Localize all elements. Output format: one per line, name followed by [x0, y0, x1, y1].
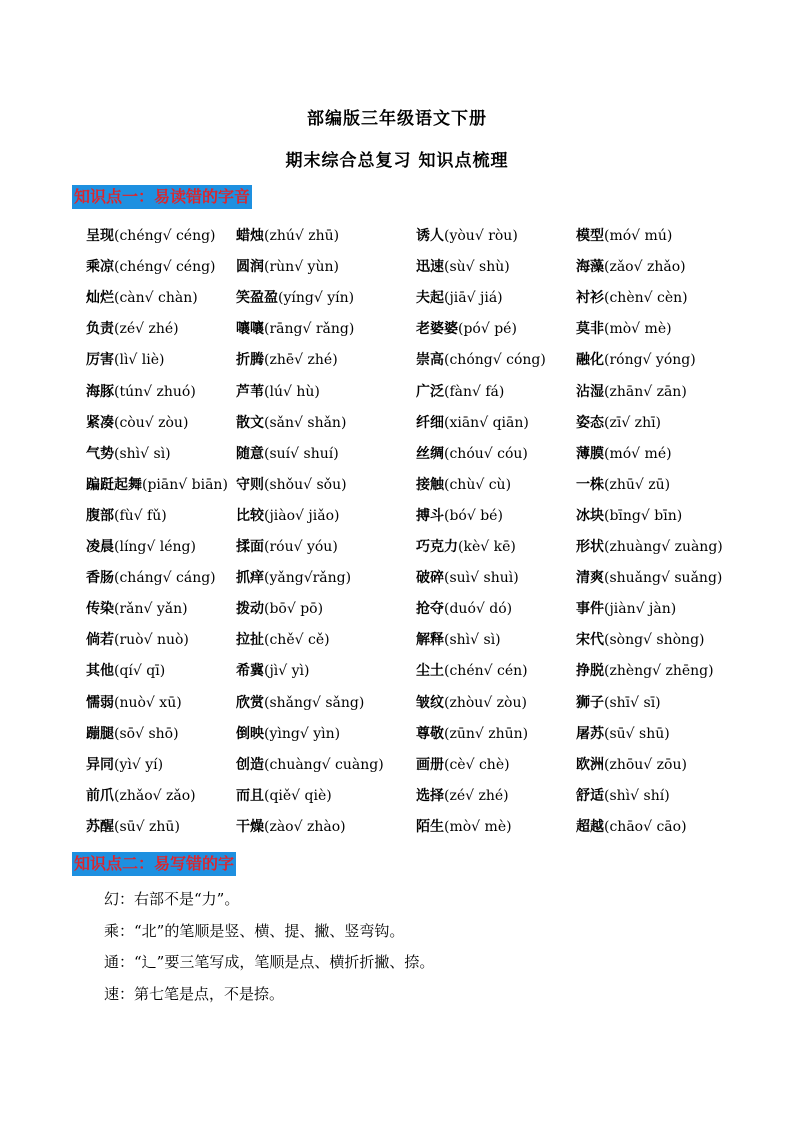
word: 宋代: [576, 632, 604, 649]
pinyin-options: (tún√ zhuó): [114, 383, 196, 400]
word: 广泛: [416, 383, 444, 400]
pinyin-options: (chuàng√ cuàng): [264, 756, 384, 773]
word: 画册: [416, 756, 444, 773]
pinyin-options: (sū√ zhū): [114, 818, 180, 835]
word: 形状: [576, 539, 604, 555]
pronunciation-item: [86, 785, 196, 807]
word: 呈现: [86, 228, 114, 244]
word: 欧洲: [576, 756, 604, 773]
pinyin-options: (jiào√ jiǎo): [264, 507, 340, 524]
pronunciation-item: [86, 567, 216, 589]
pinyin-options: (zī√ zhī): [604, 414, 662, 431]
pronunciation-item: [86, 629, 189, 651]
pinyin-options: (còu√ zòu): [114, 414, 189, 431]
pinyin-options: (zhú√ zhū): [264, 228, 340, 244]
pronunciation-item: [576, 536, 723, 558]
word: 屠苏: [576, 725, 604, 742]
pronunciation-item: [86, 412, 188, 434]
pronunciation-item: [86, 692, 182, 714]
pinyin-options: (sō√ shō): [114, 725, 179, 742]
pronunciation-item: [576, 443, 672, 465]
pronunciation-item: [236, 723, 340, 745]
writing-note: 速：第七笔是点，不是捺。: [104, 984, 285, 1003]
pinyin-options: (zūn√ zhūn): [444, 725, 529, 742]
word: 丝绸: [416, 445, 444, 462]
pinyin-options: (yíng√ yín): [278, 290, 355, 307]
pronunciation-item: [236, 505, 339, 527]
word: 选择: [416, 787, 444, 804]
pronunciation-item: [416, 723, 528, 745]
word: 尘土: [416, 663, 444, 680]
pronunciation-item: [576, 474, 670, 496]
word: 陌生: [416, 818, 444, 835]
word: 散文: [236, 414, 264, 431]
pinyin-options: (yì√ yí): [114, 756, 164, 773]
word: 皱纹: [416, 694, 444, 711]
pronunciation-item: [416, 816, 512, 838]
pinyin-options: (lì√ liè): [114, 352, 165, 369]
word: 倘若: [86, 632, 114, 649]
word: 搏斗: [416, 507, 444, 524]
pinyin-options: (bō√ pō): [264, 601, 324, 618]
pinyin-options: (suì√ shuì): [444, 570, 519, 587]
word: 乘凉: [86, 259, 114, 276]
pinyin-options: (chě√ cě): [264, 632, 330, 649]
page-subtitle: 期末综合总复习 知识点梳理: [285, 151, 509, 171]
writing-note: 通：“辶”要三笔写成，笔顺是点、横折折撇、捺。: [104, 953, 435, 971]
pronunciation-item: [236, 381, 320, 403]
pronunciation-row: [86, 505, 726, 527]
pronunciation-row: [86, 536, 726, 558]
pinyin-options: (sù√ shù): [444, 259, 510, 276]
pinyin-options: (piān√ biān): [142, 476, 228, 493]
word: 狮子: [576, 694, 604, 711]
pronunciation-item: [236, 816, 346, 838]
pinyin-options: (zào√ zhào): [264, 818, 346, 835]
pronunciation-item: [416, 474, 511, 496]
word: 欣赏: [236, 694, 264, 711]
word: 纤细: [416, 414, 444, 431]
pinyin-options: (róng√ yóng): [604, 352, 696, 369]
word: 随意: [236, 445, 264, 462]
pronunciation-item: [576, 287, 688, 309]
word: 凌晨: [86, 539, 114, 555]
word: 超越: [576, 818, 604, 835]
pinyin-options: (zhòu√ zòu): [444, 694, 527, 711]
pronunciation-row: [86, 785, 726, 807]
pronunciation-item: [416, 660, 528, 682]
writing-note: 幻：右部不是“力”。: [104, 890, 240, 908]
word: 灿烂: [86, 290, 114, 307]
pronunciation-item: [86, 660, 165, 682]
word: 海豚: [86, 383, 114, 400]
pronunciation-row: [86, 287, 726, 309]
word: 倒映: [236, 725, 264, 742]
word: 融化: [576, 352, 604, 369]
pronunciation-item: [236, 536, 338, 558]
pronunciation-item: [236, 412, 346, 434]
pronunciation-item: [86, 474, 228, 496]
pronunciation-row: [86, 381, 726, 403]
pinyin-options: (duó√ dó): [444, 601, 513, 618]
pronunciation-item: [416, 567, 519, 589]
word: 抢夺: [416, 601, 444, 618]
pronunciation-item: [86, 318, 179, 340]
word: 拉扯: [236, 632, 264, 649]
pinyin-options: (zé√ zhé): [444, 787, 509, 804]
pinyin-options: (zhān√ zān): [604, 383, 687, 400]
pinyin-options: (sū√ shū): [604, 725, 670, 742]
pinyin-options: (chóng√ cóng): [444, 352, 546, 369]
pronunciation-row: [86, 567, 726, 589]
word: 尊敬: [416, 725, 444, 742]
pronunciation-item: [576, 256, 686, 278]
word: 而且: [236, 787, 264, 804]
word: 腹部: [86, 507, 114, 524]
pronunciation-item: [416, 505, 503, 527]
pronunciation-row: [86, 443, 726, 465]
pinyin-options: (yìng√ yìn): [264, 725, 341, 742]
word: 沾湿: [576, 383, 604, 400]
pinyin-options: (cè√ chè): [444, 756, 510, 773]
word: 冰块: [576, 507, 604, 524]
pronunciation-item: [576, 225, 672, 247]
pronunciation-item: [236, 225, 339, 247]
pinyin-options: (chù√ cù): [444, 476, 512, 493]
word: 迅速: [416, 259, 444, 276]
word: 守则: [236, 476, 264, 493]
pinyin-options: (bó√ bé): [444, 507, 503, 524]
pronunciation-item: [416, 287, 503, 309]
pinyin-options: (mó√ mé): [604, 445, 672, 462]
pronunciation-item: [416, 349, 546, 371]
pronunciation-item: [576, 318, 672, 340]
pinyin-options: (xiān√ qiān): [444, 414, 529, 431]
page-title: 部编版三年级语文下册: [307, 109, 487, 129]
pinyin-options: (chéng√ céng): [114, 259, 216, 276]
pinyin-options: (chèn√ cèn): [604, 290, 688, 307]
pronunciation-item: [576, 629, 705, 651]
pinyin-options: (fù√ fǔ): [114, 507, 167, 524]
pinyin-options: (shì√ shí): [604, 787, 670, 804]
word: 异同: [86, 756, 114, 773]
pronunciation-item: [576, 692, 661, 714]
word: 事件: [576, 601, 604, 618]
writing-note: 乘：“北”的笔顺是竖、横、提、撇、竖弯钩。: [104, 921, 405, 940]
pinyin-options: (shī√ sī): [604, 694, 661, 711]
pronunciation-item: [416, 692, 527, 714]
pinyin-options: (rāng√ rǎng): [264, 321, 355, 338]
pronunciation-item: [86, 349, 165, 371]
word: 一株: [576, 476, 604, 493]
word: 挣脱: [576, 663, 604, 680]
pinyin-options: (mò√ mè): [604, 321, 672, 338]
pronunciation-item: [236, 287, 354, 309]
pronunciation-item: [86, 443, 171, 465]
pinyin-options: (suí√ shuí): [264, 445, 339, 462]
pronunciation-item: [416, 629, 501, 651]
word: 巧克力: [416, 539, 458, 555]
pinyin-options: (zhǎo√ zǎo): [114, 787, 196, 804]
word: 衬衫: [576, 290, 604, 307]
pronunciation-item: [416, 256, 510, 278]
pinyin-options: (sòng√ shòng): [604, 632, 705, 649]
word: 诱人: [416, 228, 444, 244]
pinyin-options: (jiā√ jiá): [444, 290, 503, 307]
pinyin-options: (mò√ mè): [444, 818, 512, 835]
pinyin-options: (bīng√ bīn): [604, 507, 683, 524]
pronunciation-item: [86, 381, 196, 403]
pinyin-options: (jiàn√ jàn): [604, 601, 677, 618]
pinyin-options: (zé√ zhé): [114, 321, 179, 338]
pinyin-options: (qiě√ qiè): [264, 787, 332, 804]
pronunciation-item: [236, 785, 332, 807]
word: 气势: [86, 445, 114, 462]
pronunciation-item: [86, 754, 163, 776]
word: 希冀: [236, 663, 264, 680]
pinyin-options: (sǎn√ shǎn): [264, 414, 347, 431]
pronunciation-item: [576, 754, 687, 776]
pronunciation-item: [236, 660, 310, 682]
pronunciation-row: [86, 225, 726, 247]
word: 圆润: [236, 259, 264, 276]
pronunciation-item: [236, 567, 351, 589]
word: 揉面: [236, 539, 264, 555]
word: 芦苇: [236, 383, 264, 400]
word: 折腾: [236, 352, 264, 369]
pronunciation-item: [416, 381, 504, 403]
pronunciation-item: [236, 474, 347, 496]
word: 懦弱: [86, 694, 114, 711]
word: 接触: [416, 476, 444, 493]
pinyin-options: (shuǎng√ suǎng): [604, 570, 723, 587]
pronunciation-item: [576, 567, 722, 589]
word: 舒适: [576, 787, 604, 804]
pronunciation-item: [236, 318, 354, 340]
pinyin-options: (rǎn√ yǎn): [114, 601, 188, 618]
pinyin-options: (róu√ yóu): [264, 539, 338, 555]
pronunciation-item: [416, 412, 529, 434]
pronunciation-item: [86, 256, 216, 278]
pronunciation-item: [86, 225, 216, 247]
pronunciation-row: [86, 474, 726, 496]
word: 模型: [576, 228, 604, 244]
word: 厉害: [86, 352, 114, 369]
pinyin-options: (zhōu√ zōu): [604, 756, 687, 773]
word: 姿态: [576, 414, 604, 431]
pronunciation-item: [236, 349, 338, 371]
pronunciation-item: [576, 598, 676, 620]
word: 紧凑: [86, 414, 114, 431]
word: 蹦腿: [86, 725, 114, 742]
pinyin-options: (zǎo√ zhǎo): [604, 259, 686, 276]
pronunciation-row: [86, 349, 726, 371]
word: 其他: [86, 663, 114, 680]
pinyin-options: (cháng√ cáng): [114, 570, 216, 587]
pinyin-options: (ruò√ nuò): [114, 632, 189, 649]
section-label-writing: 知识点二：易写错的字: [72, 852, 236, 876]
word: 笑盈盈: [236, 290, 278, 307]
word: 蜡烛: [236, 228, 264, 244]
pinyin-options: (zhē√ zhé): [264, 352, 338, 369]
pinyin-options: (jì√ yì): [264, 663, 310, 680]
pinyin-options: (chéng√ céng): [114, 228, 216, 244]
pronunciation-row: [86, 412, 726, 434]
pronunciation-item: [416, 443, 528, 465]
pronunciation-item: [86, 816, 180, 838]
pinyin-options: (shǒu√ sǒu): [264, 476, 347, 493]
pinyin-options: (chóu√ cóu): [444, 445, 528, 462]
pronunciation-item: [86, 287, 198, 309]
pinyin-options: (kè√ kē): [458, 539, 516, 555]
word: 比较: [236, 507, 264, 524]
word: 破碎: [416, 570, 444, 587]
pronunciation-row: [86, 660, 726, 682]
word: 清爽: [576, 570, 604, 587]
pronunciation-row: [86, 318, 726, 340]
word: 蹁跹起舞: [86, 476, 142, 493]
word: 香肠: [86, 570, 114, 587]
pinyin-options: (qí√ qī): [114, 663, 166, 680]
pronunciation-item: [416, 598, 512, 620]
pinyin-options: (mó√ mú): [604, 228, 673, 244]
word: 创造: [236, 756, 264, 773]
word: 干燥: [236, 818, 264, 835]
pinyin-options: (zhuàng√ zuàng): [604, 539, 723, 555]
word: 薄膜: [576, 445, 604, 462]
pinyin-options: (nuò√ xū): [114, 694, 182, 711]
pinyin-options: (chāo√ cāo): [604, 818, 687, 835]
pronunciation-item: [416, 785, 509, 807]
pronunciation-item: [236, 598, 323, 620]
section-label-pronunciation: 知识点一：易读错的字音: [72, 185, 252, 209]
pinyin-options: (shì√ sì): [114, 445, 171, 462]
word: 传染: [86, 601, 114, 618]
pronunciation-item: [236, 256, 339, 278]
pinyin-options: (yǎng√rǎng): [264, 570, 352, 587]
pronunciation-row: [86, 754, 726, 776]
pinyin-options: (chén√ cén): [444, 663, 528, 680]
pronunciation-row: [86, 629, 726, 651]
pronunciation-item: [576, 785, 670, 807]
word: 莫非: [576, 321, 604, 338]
pinyin-options: (líng√ léng): [114, 539, 196, 555]
pronunciation-item: [576, 505, 682, 527]
pronunciation-item: [86, 505, 167, 527]
word: 负责: [86, 321, 114, 338]
pronunciation-item: [236, 692, 364, 714]
pronunciation-item: [576, 381, 687, 403]
pronunciation-row: [86, 598, 726, 620]
pronunciation-item: [416, 225, 518, 247]
pronunciation-item: [416, 318, 517, 340]
pinyin-options: (fàn√ fá): [444, 383, 505, 400]
word: 前爪: [86, 787, 114, 804]
word: 解释: [416, 632, 444, 649]
word: 抓痒: [236, 570, 264, 587]
pronunciation-item: [416, 754, 510, 776]
pinyin-options: (càn√ chàn): [114, 290, 198, 307]
word: 海藻: [576, 259, 604, 276]
pronunciation-item: [576, 816, 687, 838]
pinyin-options: (pó√ pé): [458, 321, 517, 338]
pronunciation-item: [576, 349, 696, 371]
pronunciation-item: [576, 723, 670, 745]
pinyin-options: (lú√ hù): [264, 383, 320, 400]
pinyin-options: (shǎng√ sǎng): [264, 694, 365, 711]
pronunciation-item: [236, 443, 339, 465]
pinyin-options: (yòu√ ròu): [444, 228, 518, 244]
word: 崇高: [416, 352, 444, 369]
pinyin-options: (rùn√ yùn): [264, 259, 339, 276]
word: 拨动: [236, 601, 264, 618]
word: 苏醒: [86, 818, 114, 835]
word: 嚷嚷: [236, 321, 264, 338]
pronunciation-item: [236, 754, 384, 776]
word: 夫起: [416, 290, 444, 307]
word: 老婆婆: [416, 321, 458, 338]
pronunciation-row: [86, 256, 726, 278]
pronunciation-item: [576, 660, 714, 682]
pronunciation-item: [86, 723, 179, 745]
pronunciation-item: [416, 536, 516, 558]
pronunciation-row: [86, 816, 726, 838]
pinyin-options: (zhèng√ zhēng): [604, 663, 714, 680]
pinyin-options: (zhū√ zū): [604, 476, 671, 493]
pronunciation-item: [86, 536, 196, 558]
pronunciation-item: [86, 598, 188, 620]
pronunciation-row: [86, 692, 726, 714]
pronunciation-row: [86, 723, 726, 745]
pronunciation-item: [236, 629, 330, 651]
pinyin-options: (shì√ sì): [444, 632, 501, 649]
pronunciation-item: [576, 412, 661, 434]
